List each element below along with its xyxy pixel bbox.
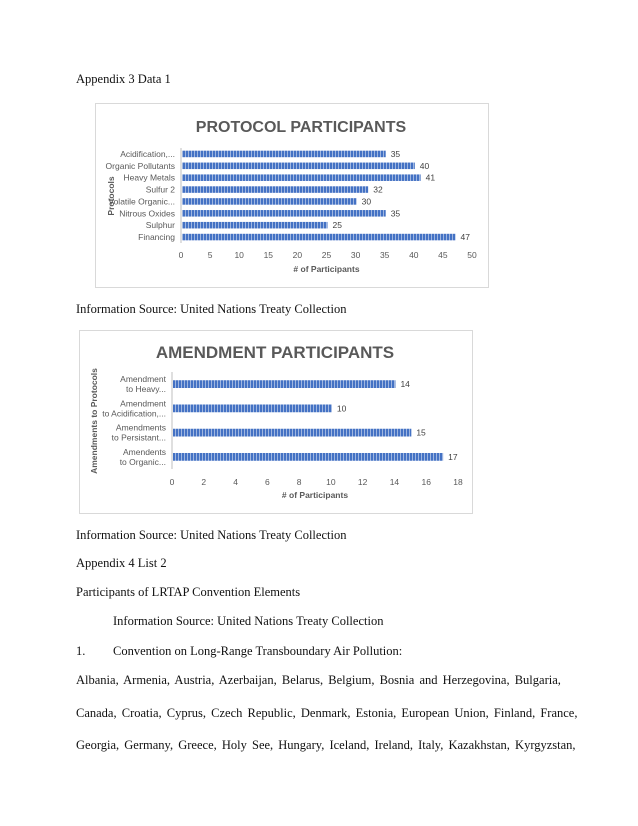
x-tick-label: 15 — [263, 250, 274, 260]
x-tick-label: 5 — [207, 250, 213, 260]
category-label: to Persistant... — [111, 432, 166, 443]
amendment-participants-svg — [80, 331, 472, 513]
data-label: 41 — [425, 172, 436, 183]
bar — [173, 453, 443, 461]
bar — [182, 186, 368, 193]
country-list-line-2: Canada, Croatia, Cyprus, Czech Republic, Denmark, Estonia, European Union, Finland, France, — [76, 706, 578, 720]
data-label: 47 — [460, 232, 471, 243]
category-label: Sulphur — [145, 220, 175, 231]
category-label: Sulfur 2 — [145, 184, 175, 195]
country-list-line-3: Georgia, Germany, Greece, Holy See, Hungary, Iceland, Ireland, Italy, Kazakhstan, Kyrgyzstan, — [76, 738, 576, 752]
data-label: 35 — [390, 148, 401, 159]
data-label: 30 — [361, 196, 372, 207]
source-note-1: Information Source: United Nations Treaty Collection — [76, 302, 347, 316]
category-label: to Heavy... — [126, 384, 166, 395]
bar — [173, 429, 411, 437]
data-label: 35 — [390, 208, 401, 219]
x-tick-label: 0 — [178, 250, 184, 260]
source-note-2: Information Source: United Nations Treaty Collection — [76, 528, 347, 542]
category-label: Volatile Organic... — [108, 196, 175, 207]
participants-heading: Participants of LRTAP Convention Elements — [76, 585, 301, 599]
source-note-3: Information Source: United Nations Treaty Collection — [113, 614, 384, 628]
bar — [182, 151, 386, 158]
country-list-line-1: Albania, Armenia, Austria, Azerbaijan, Belarus, Belgium, Bosnia and Herzegovina, Bulgaria, — [76, 673, 561, 687]
bar — [173, 380, 395, 388]
data-label: 10 — [336, 403, 347, 414]
category-label: Amendents — [123, 446, 166, 457]
category-label: Financing — [138, 232, 175, 243]
x-tick-label: 50 — [467, 250, 477, 260]
x-tick-label: 40 — [409, 250, 419, 260]
x-tick-label: 35 — [379, 250, 390, 260]
x-tick-label: 30 — [350, 250, 361, 260]
x-tick-label: 4 — [233, 477, 238, 487]
bar — [182, 222, 328, 229]
category-label: to Organic... — [119, 456, 166, 467]
list-item-number: 1. — [76, 644, 86, 658]
bar — [173, 404, 332, 412]
data-label: 25 — [332, 220, 342, 231]
bar — [182, 163, 415, 170]
x-axis-title: # of Participants — [281, 490, 349, 500]
x-tick-label: 45 — [438, 250, 448, 260]
protocol-participants-chart — [95, 103, 489, 288]
category-label: Amendment — [120, 374, 166, 385]
data-label: 17 — [448, 451, 458, 462]
x-tick-label: 14 — [389, 477, 400, 487]
bar — [182, 174, 421, 181]
chart-title: PROTOCOL PARTICIPANTS — [195, 119, 407, 136]
bar — [182, 198, 357, 205]
x-tick-label: 2 — [201, 477, 207, 487]
x-tick-label: 16 — [421, 477, 431, 487]
x-tick-label: 6 — [264, 477, 270, 487]
data-label: 32 — [373, 184, 383, 195]
data-label: 14 — [400, 379, 410, 390]
data-label: 40 — [419, 160, 430, 171]
appendix-4-heading: Appendix 4 List 2 — [76, 556, 167, 570]
appendix-3-heading: Appendix 3 Data 1 — [76, 72, 171, 86]
category-label: Organic Pollutants — [105, 160, 175, 171]
category-label: Acidification,... — [120, 148, 175, 159]
category-label: Heavy Metals — [123, 172, 175, 183]
data-label: 15 — [416, 427, 426, 438]
y-axis-title: Amendments to Protocols — [89, 368, 99, 474]
x-tick-label: 18 — [453, 477, 463, 487]
bar — [182, 210, 386, 217]
x-tick-label: 20 — [292, 250, 303, 260]
x-tick-label: 10 — [234, 250, 244, 260]
category-label: Amendments — [115, 422, 166, 433]
bar — [182, 234, 456, 241]
category-label: Nitrous Oxides — [119, 208, 175, 219]
category-label: to Acidification,... — [102, 408, 166, 419]
protocol-participants-svg — [96, 104, 488, 287]
x-tick-label: 10 — [326, 477, 336, 487]
amendment-participants-chart — [79, 330, 473, 514]
x-tick-label: 12 — [357, 477, 368, 487]
x-tick-label: 25 — [321, 250, 332, 260]
x-axis-title: # of Participants — [293, 264, 360, 274]
list-item-text: Convention on Long-Range Transboundary Air Pollution: — [113, 644, 403, 658]
category-label: Amendment — [120, 398, 166, 409]
x-tick-label: 0 — [169, 477, 175, 487]
x-tick-label: 8 — [296, 477, 302, 487]
y-axis-title: Protocols — [106, 176, 116, 216]
chart-title: AMENDMENT PARTICIPANTS — [155, 343, 395, 362]
